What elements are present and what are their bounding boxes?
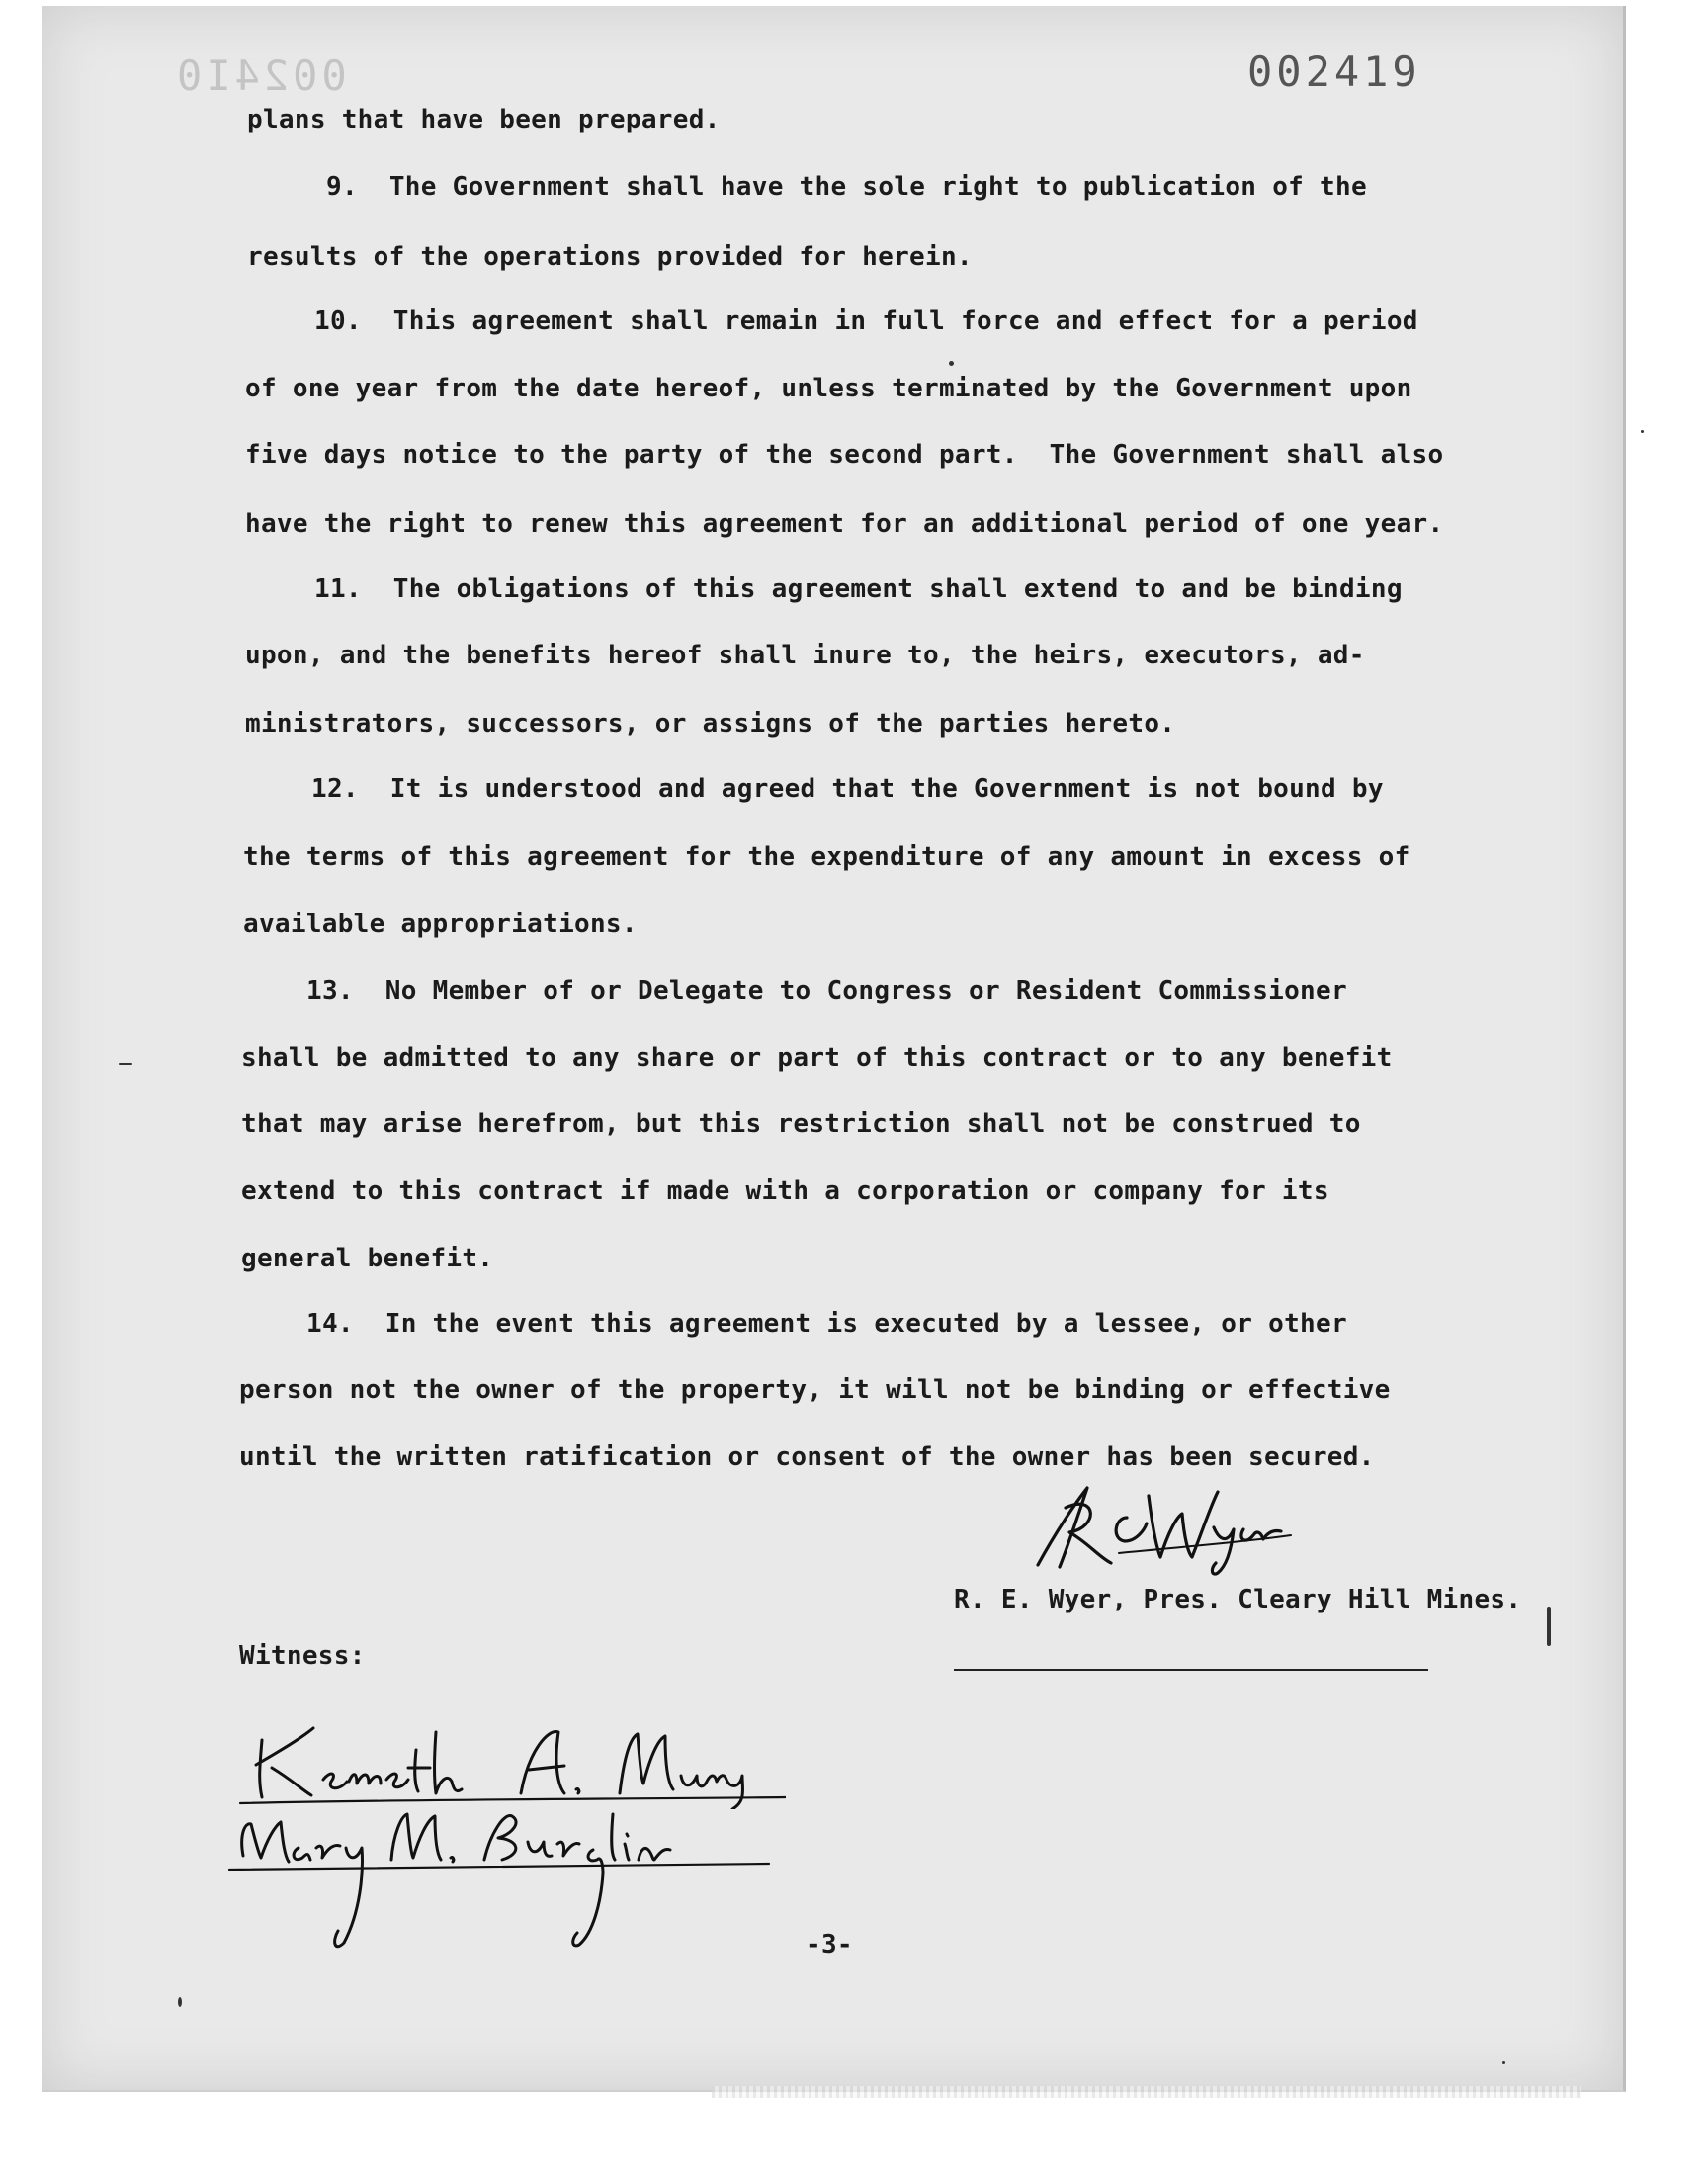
scan-edge-strip [712,2086,1581,2098]
scan-speck [1502,2061,1505,2064]
paragraph-10-line-3: five days notice to the party of the second part. The Government shall also [245,440,1444,470]
scan-speck [1641,430,1644,433]
paragraph-10-line-4: have the right to renew this agreement for an additional period of one year. [245,509,1444,539]
signature-line [954,1669,1428,1671]
body-line-1: plans that have been prepared. [247,105,721,134]
paragraph-14-line-1: 14. In the event this agreement is executed by a lessee, or other [306,1309,1347,1339]
paragraph-11-line-1: 11. The obligations of this agreement shall extend to and be binding [314,574,1403,604]
page-number: -3- [806,1930,853,1959]
scan-speck [949,361,954,366]
paragraph-10-line-1: 10. This agreement shall remain in full force and effect for a period [314,306,1418,336]
signatory-caption: R. E. Wyer, Pres. Cleary Hill Mines. [954,1585,1522,1614]
paragraph-11-line-3: ministrators, successors, or assigns of the parties hereto. [245,709,1176,739]
paragraph-13-line-1: 13. No Member of or Delegate to Congress or Resident Commissioner [306,976,1347,1005]
paragraph-11-line-2: upon, and the benefits hereof shall inure to, the heirs, executors, ad- [245,641,1365,670]
bleed-through-stamp: 0024I0 [173,51,347,100]
paragraph-12-line-2: the terms of this agreement for the expenditure of any amount in excess of [243,842,1410,872]
paragraph-13-line-2: shall be admitted to any share or part of this contract or to any benefit [241,1043,1393,1073]
scan-speck [178,1997,182,2007]
paragraph-10-line-2: of one year from the date hereof, unless terminated by the Government upon [245,374,1412,403]
witness-label: Witness: [239,1641,366,1671]
paragraph-14-line-3: until the written ratification or consent of the owner has been secured. [239,1442,1375,1472]
paragraph-12-line-3: available appropriations. [243,910,638,939]
paragraph-13-line-3: that may arise herefrom, but this restriction shall not be construed to [241,1109,1361,1139]
scan-speck [1547,1607,1551,1646]
paragraph-13-line-5: general benefit. [241,1244,494,1273]
signatory-signature [1008,1478,1295,1577]
paragraph-9-line-1: 9. The Government shall have the sole right to publication of the [326,172,1367,202]
document-stamp-number: 002419 [1247,47,1421,96]
paragraph-14-line-2: person not the owner of the property, it will not be binding or effective [239,1375,1391,1405]
paragraph-13-line-4: extend to this contract if made with a corporation or company for its [241,1176,1329,1206]
paragraph-9-line-2: results of the operations provided for herein. [247,242,973,272]
scan-speck [119,1063,132,1065]
witness-2-signature [225,1794,809,1953]
paragraph-12-line-1: 12. It is understood and agreed that the Government is not bound by [311,774,1384,804]
